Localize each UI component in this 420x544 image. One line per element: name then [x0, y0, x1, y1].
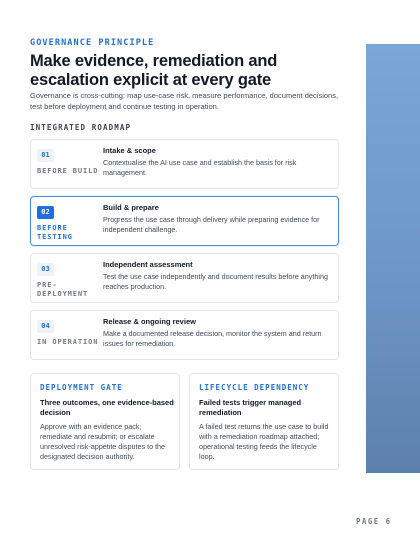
page-title: Make evidence, remediation and escalation explicit at every gate — [30, 52, 278, 89]
step-number: 02 — [37, 206, 54, 219]
roadmap-step-1 — [30, 139, 339, 189]
card-title: Failed tests trigger managed remediation — [199, 398, 302, 417]
step-description: Make a documented release decision, monitor the system and return issues for remediation. — [103, 329, 322, 348]
card-label: LIFECYCLE DEPENDENCY — [199, 383, 310, 392]
page-number: PAGE 6 — [356, 517, 392, 526]
lifecycle-dependency-card — [189, 373, 339, 470]
step-phase: IN OPERATION — [37, 338, 99, 346]
step-phase: BEFORE TESTING — [37, 224, 73, 241]
roadmap-label: INTEGRATED ROADMAP — [30, 123, 132, 132]
step-number: 03 — [37, 263, 54, 276]
step-description: Progress the use case through delivery while preparing evidence for independent challenge. — [103, 215, 320, 234]
roadmap-step-3 — [30, 253, 339, 303]
step-description: Test the use case independently and document results before anything reaches production. — [103, 272, 328, 291]
step-number: 01 — [37, 149, 54, 162]
deployment-gate-card — [30, 373, 180, 470]
step-description: Contextualise the AI use case and establish the basis for risk management. — [103, 158, 297, 177]
roadmap-step-4 — [30, 310, 339, 360]
step-number: 04 — [37, 320, 54, 333]
roadmap-step-2 — [30, 196, 339, 246]
intro-paragraph: Governance is cross-cutting: map use-case risk, measure performance, document decisions, test before deployment and continue testing in operation. — [30, 91, 339, 111]
step-title: Independent assessment — [103, 260, 193, 269]
card-body: Approve with an evidence pack; remediate and resubmit; or escalate unresolved risk-appetite disputes to the designated decision authority. — [40, 422, 166, 461]
card-label: DEPLOYMENT GATE — [40, 383, 123, 392]
step-title: Intake & scope — [103, 146, 156, 155]
step-title: Build & prepare — [103, 203, 159, 212]
decorative-side-band — [366, 44, 420, 473]
card-body: A failed test returns the use case to build with a remediation roadmap attached; operational testing feeds the lifecycle loop. — [199, 422, 329, 461]
step-title: Release & ongoing review — [103, 317, 196, 326]
card-title: Three outcomes, one evidence-based decision — [40, 398, 174, 417]
step-phase: BEFORE BUILD — [37, 167, 99, 175]
step-phase: PRE-DEPLOYMENT — [37, 281, 89, 298]
eyebrow-label: GOVERNANCE PRINCIPLE — [30, 38, 155, 48]
